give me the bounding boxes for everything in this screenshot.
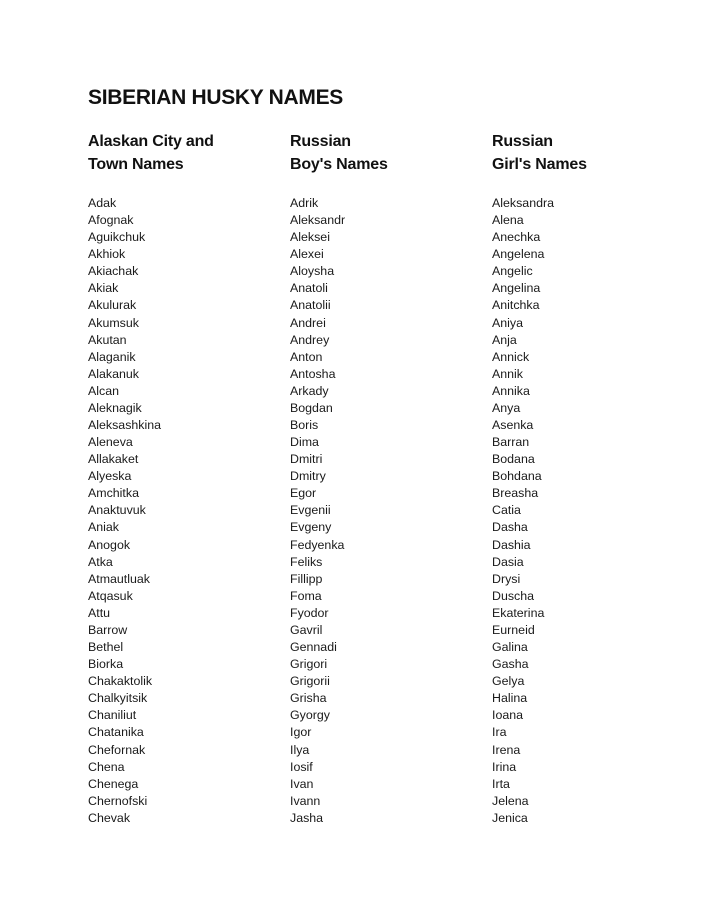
name-list-item: Biorka — [88, 657, 124, 672]
name-list-item: Alena — [492, 213, 524, 228]
name-list-item: Iosif — [290, 759, 313, 774]
name-list-item: Akiak — [88, 281, 119, 296]
name-list-item: Bohdana — [492, 469, 542, 484]
name-list-item: Akulurak — [88, 298, 137, 313]
name-list-item: Jenica — [492, 810, 528, 825]
name-list-item: Barran — [492, 435, 530, 450]
name-list-item: Anogok — [88, 537, 131, 552]
name-list-item: Bodana — [492, 452, 535, 467]
name-list-item: Angelena — [492, 247, 545, 262]
name-list-item: Drysi — [492, 571, 521, 586]
name-list-item: Chaniliut — [88, 708, 137, 723]
name-list-item: Afognak — [88, 213, 134, 228]
name-list-item: Annika — [492, 383, 530, 398]
name-list-item: Chakaktolik — [88, 674, 153, 689]
name-list-item: Duscha — [492, 588, 535, 603]
name-list-item: Boris — [290, 418, 319, 433]
column-heading-line1: Russian — [290, 133, 351, 150]
name-list-item: Arkady — [290, 383, 329, 398]
name-list-item: Adrik — [290, 196, 319, 210]
name-list-item: Ivan — [290, 776, 314, 791]
name-list-item: Grigorii — [290, 674, 330, 689]
name-list-item: Alexei — [290, 247, 324, 262]
name-list-item: Gyorgy — [290, 708, 330, 723]
name-list-item: Annick — [492, 349, 530, 364]
name-list-item: Bethel — [88, 640, 124, 655]
column-russian-boys-names — [290, 131, 388, 825]
name-list-item: Breasha — [492, 486, 539, 501]
name-list-item: Chefornak — [88, 742, 146, 757]
name-list-item: Amchitka — [88, 486, 139, 501]
name-list-item: Asenka — [492, 418, 534, 433]
name-list-item: Foma — [290, 588, 322, 603]
name-list-item: Barrow — [88, 622, 128, 637]
column-heading-line2: Boy's Names — [290, 155, 388, 173]
name-list-item: Igor — [290, 725, 312, 740]
name-list-item: Alakanuk — [88, 366, 139, 381]
name-list-item: Chevak — [88, 810, 131, 825]
name-list-item: Alaganik — [88, 349, 136, 364]
name-list-item: Aleksashkina — [88, 418, 162, 433]
column-alaskan-city-names — [88, 131, 214, 825]
name-list-item: Fillipp — [290, 571, 323, 586]
name-list-item: Attu — [88, 605, 111, 620]
name-list-item: Gelya — [492, 674, 525, 689]
column-russian-girls-names — [492, 131, 587, 825]
column-heading — [88, 131, 214, 176]
name-list-item: Anaktuvuk — [88, 503, 146, 518]
name-list — [88, 195, 161, 827]
name-list-item: Akiachak — [88, 264, 139, 279]
name-list-item: Akhiok — [88, 247, 126, 262]
name-list-item: Gavril — [290, 622, 323, 637]
name-list-item: Catia — [492, 503, 521, 518]
name-list-item: Irena — [492, 742, 521, 757]
column-heading-line2: Town Names — [88, 155, 184, 173]
name-list-item: Egor — [290, 486, 317, 501]
name-list-item: Chernofski — [88, 793, 148, 808]
name-list-item: Anitchka — [492, 298, 540, 313]
name-list-item: Akutan — [88, 332, 127, 347]
name-list-item: Akumsuk — [88, 315, 139, 330]
name-list-item: Eurneid — [492, 622, 535, 637]
name-list-item: Ilya — [290, 742, 310, 757]
name-list-item: Dashia — [492, 537, 531, 552]
name-list-item: Aguikchuk — [88, 230, 146, 245]
name-list-item: Atmautluak — [88, 571, 150, 586]
name-list-item: Aleknagik — [88, 400, 142, 415]
name-list-item: Aleksandra — [492, 196, 554, 210]
name-list-item: Feliks — [290, 554, 323, 569]
name-list — [492, 195, 554, 827]
name-list-item: Andrey — [290, 332, 330, 347]
name-list-item: Angelic — [492, 264, 533, 279]
page-title: SIBERIAN HUSKY NAMES — [88, 86, 343, 109]
name-list-item: Ivann — [290, 793, 321, 808]
name-list-item: Anechka — [492, 230, 541, 245]
name-list-item: Grigori — [290, 657, 328, 672]
name-list-item: Annik — [492, 366, 523, 381]
name-list-item: Angelina — [492, 281, 541, 296]
name-list-item: Anton — [290, 349, 323, 364]
column-heading — [290, 131, 388, 176]
name-list-item: Aleneva — [88, 435, 133, 450]
name-list-item: Atqasuk — [88, 588, 133, 603]
name-list-item: Gennadi — [290, 640, 337, 655]
name-list-item: Jelena — [492, 793, 529, 808]
name-list-item: Dasia — [492, 554, 524, 569]
name-list-item: Aleksandr — [290, 213, 346, 228]
column-heading — [492, 131, 587, 176]
name-list-item: Evgenii — [290, 503, 331, 518]
name-list-item: Aniak — [88, 520, 119, 535]
name-list-item: Anatoli — [290, 281, 328, 296]
name-list-item: Aleksei — [290, 230, 330, 245]
column-heading-line1: Alaskan City and — [88, 133, 214, 150]
name-list-item: Dasha — [492, 520, 528, 535]
name-list-item: Andrei — [290, 315, 326, 330]
name-list-item: Anja — [492, 332, 517, 347]
name-list-item: Bogdan — [290, 400, 333, 415]
name-list-item: Halina — [492, 691, 528, 706]
name-list-item: Anya — [492, 400, 521, 415]
name-list-item: Gasha — [492, 657, 529, 672]
name-list-item: Aloysha — [290, 264, 335, 279]
name-list-item: Jasha — [290, 810, 324, 825]
column-heading-line1: Russian — [492, 133, 553, 150]
name-list-item: Alyeska — [88, 469, 132, 484]
name-list-item: Aniya — [492, 315, 523, 330]
name-list-item: Antosha — [290, 366, 336, 381]
name-list-item: Galina — [492, 640, 528, 655]
name-list-item: Adak — [88, 196, 117, 210]
name-list — [290, 195, 345, 827]
name-list-item: Chenega — [88, 776, 139, 791]
name-list-item: Dima — [290, 435, 319, 450]
name-list-item: Chalkyitsik — [88, 691, 148, 706]
name-list-item: Ioana — [492, 708, 524, 723]
name-list-item: Ekaterina — [492, 605, 545, 620]
name-list-item: Irina — [492, 759, 517, 774]
name-list-item: Atka — [88, 554, 113, 569]
name-list-item: Alcan — [88, 383, 119, 398]
column-heading-line2: Girl's Names — [492, 155, 587, 173]
name-list-item: Ira — [492, 725, 507, 740]
name-list-item: Irta — [492, 776, 510, 791]
name-list-item: Allakaket — [88, 452, 139, 467]
name-list-item: Dmitry — [290, 469, 326, 484]
name-list-item: Anatolii — [290, 298, 331, 313]
name-list-item: Chatanika — [88, 725, 144, 740]
name-list-item: Dmitri — [290, 452, 323, 467]
name-list-item: Evgeny — [290, 520, 332, 535]
name-list-item: Grisha — [290, 691, 327, 706]
name-list-item: Fyodor — [290, 605, 329, 620]
name-list-item: Chena — [88, 759, 125, 774]
name-list-item: Fedyenka — [290, 537, 345, 552]
